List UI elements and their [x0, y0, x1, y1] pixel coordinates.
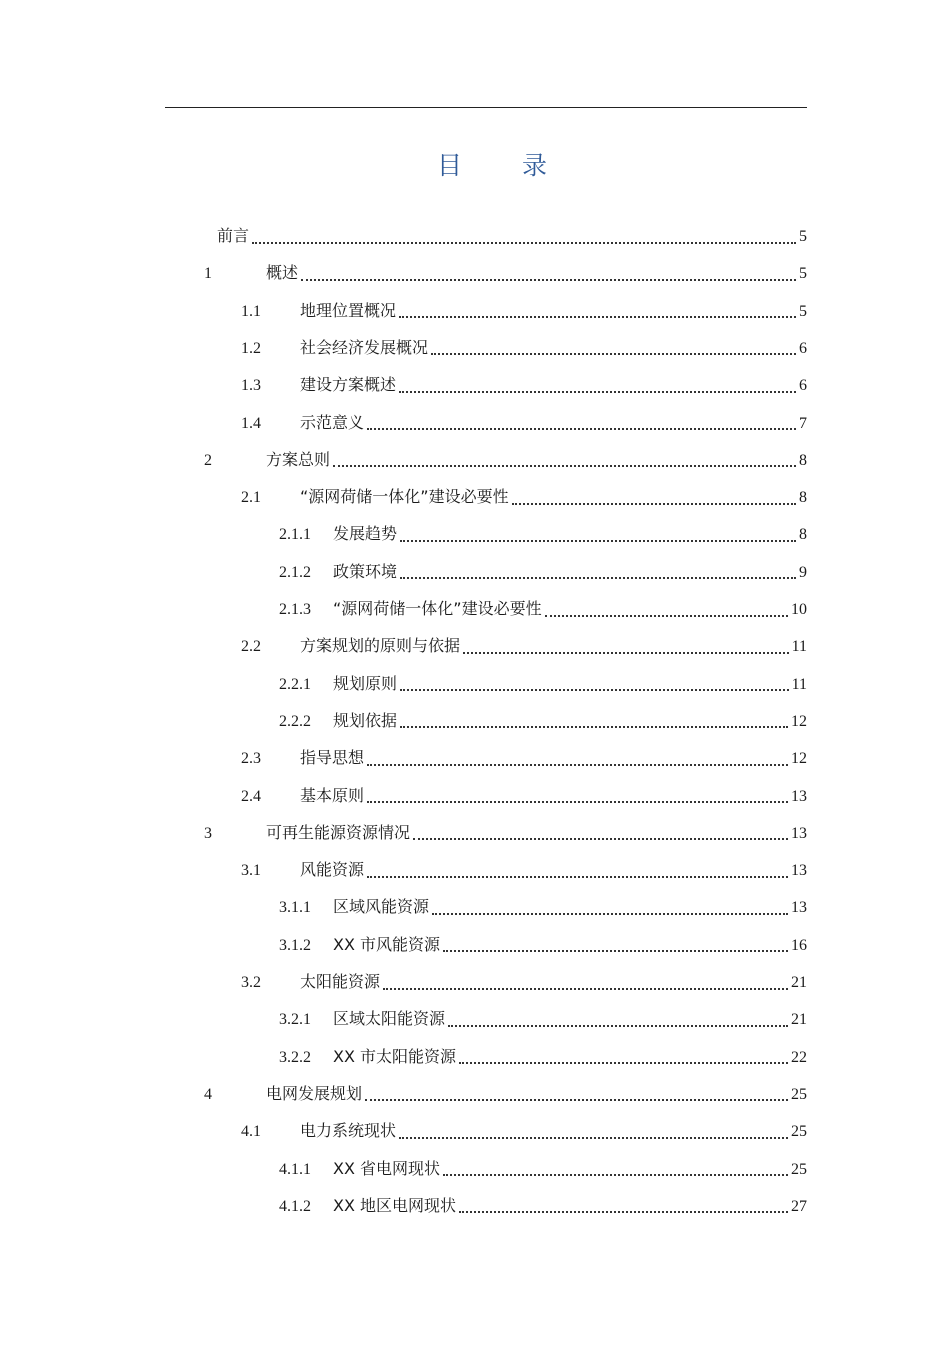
toc-entry-page: 8	[799, 526, 807, 544]
toc-entry-page: 25	[791, 1085, 807, 1103]
toc-entry-number: 3.2.1	[279, 1011, 311, 1029]
toc-leader-dots	[383, 988, 788, 990]
toc-entry-page: 9	[799, 563, 807, 581]
toc-entry-number: 3.2	[241, 974, 261, 991]
toc-entry-label: 示范意义	[300, 412, 365, 432]
toc-entry-page: 6	[799, 377, 807, 395]
toc-entry-number: 1.4	[241, 414, 261, 432]
toc-leader-dots	[459, 1211, 788, 1213]
toc-entry-page: 11	[791, 638, 807, 656]
toc-entry-number: 3.2.2	[279, 1048, 311, 1066]
toc-entry[interactable]	[241, 963, 807, 1000]
toc-entry-label: XX 市风能资源	[333, 934, 441, 954]
toc-entry-page: 11	[791, 675, 807, 693]
toc-leader-dots	[545, 615, 788, 617]
toc-leader-dots	[413, 838, 788, 840]
toc-leader-dots	[512, 503, 796, 505]
toc-leader-dots	[399, 1137, 788, 1139]
toc-entry-page: 21	[791, 1011, 807, 1029]
toc-entry-page: 13	[791, 787, 807, 805]
toc-entry-label: 区域风能资源	[333, 897, 430, 917]
toc-entry-label: 地理位置概况	[300, 300, 397, 320]
toc-entry-number: 2.3	[241, 750, 261, 768]
toc-entry[interactable]	[241, 739, 807, 776]
toc-leader-dots	[301, 279, 796, 281]
toc-entry-label: 风能资源	[300, 860, 365, 880]
toc-entry-number: 3.1	[241, 862, 261, 880]
toc-entry-number: 2.2	[241, 638, 261, 656]
toc-entry[interactable]	[217, 217, 807, 254]
toc-leader-dots	[448, 1025, 788, 1027]
toc-entry-number: 1	[204, 265, 212, 283]
toc-entry-page: 12	[791, 750, 807, 768]
toc-leader-dots	[400, 726, 788, 728]
toc-entry-label: 太阳能资源	[300, 972, 381, 991]
toc-entry-label: 规划原则	[333, 673, 398, 693]
toc-leader-dots	[431, 353, 796, 355]
toc-entry-label: “源网荷储一体化”建设必要性	[300, 487, 509, 507]
toc-entry[interactable]	[241, 404, 807, 441]
toc-entry[interactable]	[204, 441, 807, 478]
toc-leader-dots	[367, 801, 788, 803]
toc-entry-label: 电网发展规划	[266, 1083, 363, 1103]
toc-entry-number: 2.1.3	[279, 601, 311, 618]
toc-entry[interactable]	[241, 329, 807, 366]
toc-entry-number: 3.1.1	[279, 899, 311, 917]
toc-entry-page: 5	[799, 302, 807, 320]
toc-entry-label: 可再生能源资源情况	[266, 822, 411, 842]
toc-entry[interactable]	[279, 590, 807, 627]
toc-entry[interactable]	[279, 888, 807, 925]
toc-entry-page: 8	[799, 489, 807, 507]
toc-leader-dots	[367, 764, 788, 766]
toc-entry[interactable]	[241, 478, 807, 515]
toc-entry-number: 4.1.2	[279, 1197, 311, 1215]
toc-entry-label: 区域太阳能资源	[333, 1009, 446, 1029]
toc-entry-number: 2.4	[241, 787, 261, 805]
toc-leader-dots	[443, 950, 788, 952]
toc-entry-page: 6	[799, 339, 807, 357]
toc-leader-dots	[252, 242, 796, 244]
toc-title: 目 录	[437, 151, 573, 180]
toc-entry-label: 建设方案概述	[300, 375, 397, 395]
toc-entry-page: 10	[791, 601, 807, 618]
toc-entry[interactable]	[241, 1112, 807, 1149]
toc-entry[interactable]	[279, 665, 807, 702]
toc-entry-label: XX 地区电网现状	[333, 1195, 457, 1215]
toc-entry-page: 25	[791, 1123, 807, 1141]
toc-entry-number: 1.1	[241, 302, 261, 320]
toc-entry-number: 1.3	[241, 377, 261, 395]
toc-entry-label: 电力系统现状	[300, 1121, 397, 1141]
toc-entry-number: 4.1.1	[279, 1160, 311, 1178]
toc-leader-dots	[367, 428, 796, 430]
toc-entry-label: 方案规划的原则与依据	[300, 636, 461, 656]
toc-leader-dots	[333, 465, 796, 467]
toc-leader-dots	[400, 540, 796, 542]
toc-entry-label: 概述	[266, 263, 299, 283]
toc-entry-number: 2.1	[241, 489, 261, 507]
toc-entry-label: 政策环境	[333, 561, 398, 581]
toc-entry-page: 22	[791, 1048, 807, 1066]
toc-leader-dots	[400, 577, 796, 579]
toc-entry[interactable]	[279, 1150, 807, 1187]
toc-entry-page: 7	[799, 414, 807, 432]
toc-entry-number: 2	[204, 451, 212, 469]
toc-entry[interactable]	[279, 1000, 807, 1037]
toc-entry[interactable]	[279, 1038, 807, 1075]
toc-entry[interactable]	[204, 814, 807, 851]
toc-leader-dots	[443, 1174, 788, 1176]
header-rule	[165, 107, 807, 108]
toc-leader-dots	[459, 1062, 788, 1064]
toc-entry-number: 4	[204, 1085, 212, 1103]
toc-entry-page: 21	[791, 974, 807, 991]
toc-entry-page: 5	[799, 228, 807, 245]
toc-entry[interactable]	[241, 627, 807, 664]
toc-entry-label: 规划依据	[333, 710, 398, 730]
toc-entry-page: 13	[791, 862, 807, 880]
toc-entry[interactable]	[279, 1187, 807, 1224]
toc-entry-label: 发展趋势	[333, 524, 398, 544]
toc-entry[interactable]	[204, 1075, 807, 1112]
toc-leader-dots	[399, 391, 796, 393]
toc-entry[interactable]	[279, 926, 807, 963]
toc-entry-label: 指导思想	[300, 748, 365, 768]
toc-entry-number: 2.1.1	[279, 526, 311, 544]
toc-entry-page: 13	[791, 824, 807, 842]
toc-leader-dots	[367, 876, 788, 878]
toc-entry[interactable]	[204, 254, 807, 291]
toc-leader-dots	[365, 1099, 788, 1101]
toc-entry-number: 3	[204, 824, 212, 842]
toc-entry-label: XX 省电网现状	[333, 1158, 441, 1178]
toc-entry-page: 13	[791, 899, 807, 917]
toc-entry-page: 27	[791, 1197, 807, 1215]
toc-entry[interactable]	[241, 777, 807, 814]
toc-entry-page: 12	[791, 712, 807, 730]
toc-entry-label: 基本原则	[300, 785, 365, 805]
toc-entry-page: 25	[791, 1160, 807, 1178]
toc-entry-number: 4.1	[241, 1123, 261, 1141]
toc-entry-label: XX 市太阳能资源	[333, 1046, 457, 1066]
toc-entry[interactable]	[279, 702, 807, 739]
toc-entry-label: “源网荷储一体化”建设必要性	[333, 599, 542, 618]
toc-entry[interactable]	[241, 851, 807, 888]
toc-entry[interactable]	[279, 515, 807, 552]
toc-entry-number: 3.1.2	[279, 936, 311, 954]
toc-entry-page: 8	[799, 451, 807, 469]
toc-leader-dots	[400, 689, 789, 691]
toc-entry-page: 5	[799, 265, 807, 283]
toc-entry-label: 前言	[217, 226, 250, 245]
toc-entry-number: 2.2.1	[279, 675, 311, 693]
toc-entry-label: 社会经济发展概况	[300, 337, 429, 357]
toc-entry[interactable]	[241, 292, 807, 329]
toc-entry[interactable]	[279, 553, 807, 590]
toc-leader-dots	[463, 652, 789, 654]
toc-entry-number: 1.2	[241, 339, 261, 357]
toc-entry-label: 方案总则	[266, 449, 331, 469]
toc-leader-dots	[432, 913, 788, 915]
toc-entry-number: 2.1.2	[279, 563, 311, 581]
toc-entry-page: 16	[791, 936, 807, 954]
toc-leader-dots	[399, 316, 796, 318]
toc-entry[interactable]	[241, 366, 807, 403]
toc-entry-number: 2.2.2	[279, 712, 311, 730]
